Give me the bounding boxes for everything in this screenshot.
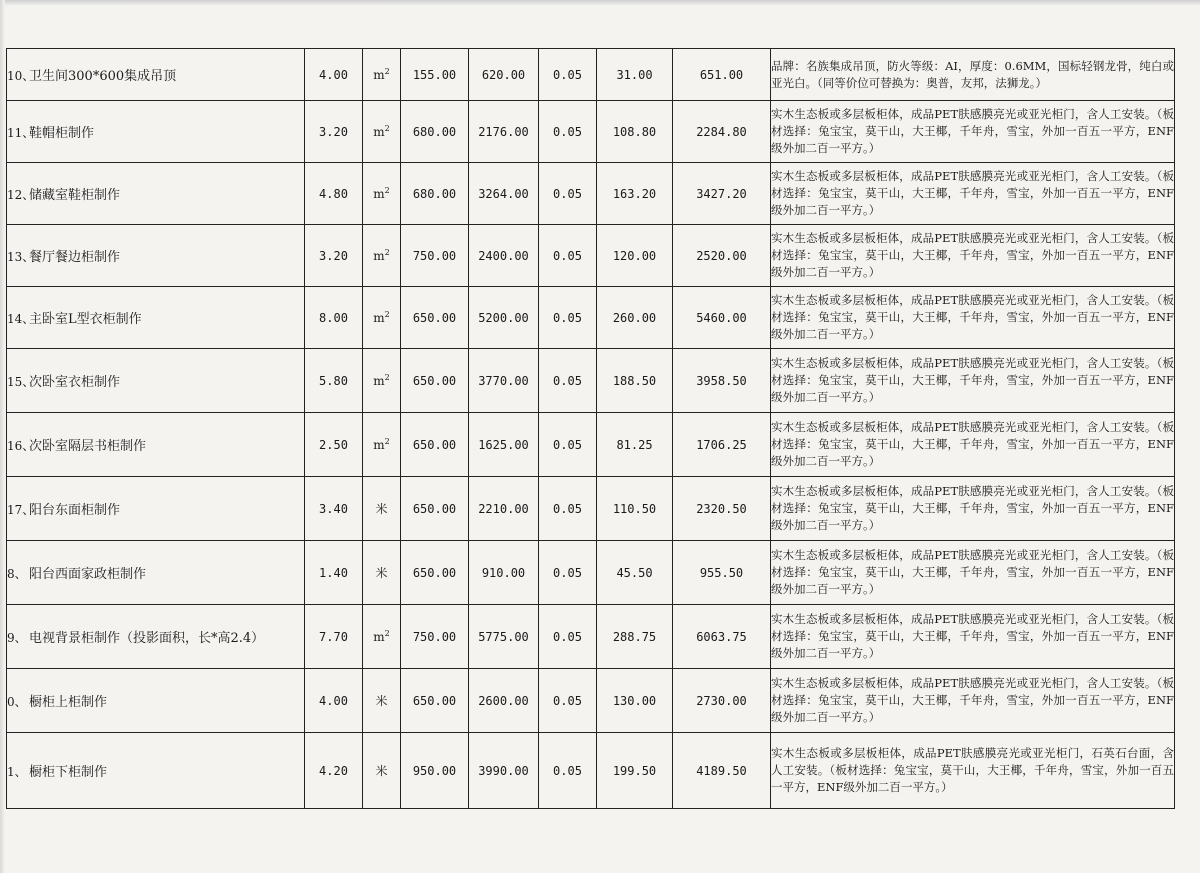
unit-superscript: 2 xyxy=(384,186,390,195)
table-row xyxy=(7,541,1175,605)
item-name: 次卧室衣柜制作 xyxy=(29,375,121,390)
item-name: 阳台东面柜制作 xyxy=(29,503,121,518)
fee-cell: 163.20 xyxy=(597,163,673,225)
item-name-cell xyxy=(7,733,305,809)
unit-text: m xyxy=(373,311,385,325)
item-name-cell xyxy=(7,413,305,477)
description-cell: 实木生态板或多层板柜体，成品PET肤感膜亮光或亚光柜门，含人工安装。（板材选择：兔宝宝，莫干山，大王椰，千年舟，雪宝，外加一百五一平方，ENF级外加二百一平方。） xyxy=(771,287,1175,349)
rate-cell: 0.05 xyxy=(539,163,597,225)
quote-table-body xyxy=(7,49,1175,809)
amount-cell: 2210.00 xyxy=(469,477,539,541)
item-name: 鞋帽柜制作 xyxy=(29,126,95,141)
description-cell: 实木生态板或多层板柜体，成品PET肤感膜亮光或亚光柜门，含人工安装。（板材选择：兔宝宝，莫干山，大王椰，千年舟，雪宝，外加一百五一平方，ENF级外加二百一平方。） xyxy=(771,163,1175,225)
rate-cell: 0.05 xyxy=(539,477,597,541)
quantity-cell: 2.50 xyxy=(305,413,363,477)
quantity-cell: 8.00 xyxy=(305,287,363,349)
fee-cell: 45.50 xyxy=(597,541,673,605)
description-cell: 实木生态板或多层板柜体，成品PET肤感膜亮光或亚光柜门，含人工安装。（板材选择：兔宝宝，莫干山，大王椰，千年舟，雪宝，外加一百五一平方，ENF级外加二百一平方。） xyxy=(771,477,1175,541)
fee-cell: 120.00 xyxy=(597,225,673,287)
rate-cell: 0.05 xyxy=(539,101,597,163)
unit-text: 米 xyxy=(375,694,388,708)
unit-cell xyxy=(363,477,401,541)
item-index: 10、 xyxy=(7,69,35,83)
amount-cell: 620.00 xyxy=(469,49,539,101)
description-cell: 实木生态板或多层板柜体，成品PET肤感膜亮光或亚光柜门，含人工安装。（板材选择：兔宝宝，莫干山，大王椰，千年舟，雪宝，外加一百五一平方，ENF级外加二百一平方。） xyxy=(771,101,1175,163)
unit-superscript: 2 xyxy=(384,67,390,76)
unit-cell xyxy=(363,49,401,101)
item-name: 主卧室L型衣柜制作 xyxy=(29,312,142,327)
item-name-cell xyxy=(7,101,305,163)
item-name-cell xyxy=(7,541,305,605)
unit-price-cell: 650.00 xyxy=(401,413,469,477)
quantity-cell: 4.00 xyxy=(305,49,363,101)
quantity-cell: 4.20 xyxy=(305,733,363,809)
unit-cell xyxy=(363,669,401,733)
table-row xyxy=(7,163,1175,225)
fee-cell: 188.50 xyxy=(597,349,673,413)
rate-cell: 0.05 xyxy=(539,413,597,477)
total-cell: 651.00 xyxy=(673,49,771,101)
unit-superscript: 2 xyxy=(384,437,390,446)
unit-price-cell: 650.00 xyxy=(401,349,469,413)
total-cell: 2320.50 xyxy=(673,477,771,541)
unit-text: m xyxy=(373,187,385,201)
rate-cell: 0.05 xyxy=(539,669,597,733)
item-index: 1、 xyxy=(7,765,27,779)
rate-cell: 0.05 xyxy=(539,605,597,669)
rate-cell: 0.05 xyxy=(539,733,597,809)
item-name: 储藏室鞋柜制作 xyxy=(29,188,121,203)
unit-cell xyxy=(363,605,401,669)
unit-price-cell: 650.00 xyxy=(401,669,469,733)
table-row xyxy=(7,477,1175,541)
item-index: 16、 xyxy=(7,439,35,453)
unit-text: m xyxy=(373,125,385,139)
unit-text: 米 xyxy=(375,502,388,516)
unit-superscript: 2 xyxy=(384,629,390,638)
unit-superscript: 2 xyxy=(384,310,390,319)
unit-text: 米 xyxy=(375,764,388,778)
unit-text: m xyxy=(373,374,385,388)
description-cell: 实木生态板或多层板柜体，成品PET肤感膜亮光或亚光柜门，含人工安装。（板材选择：兔宝宝，莫干山，大王椰，千年舟，雪宝，外加一百五一平方，ENF级外加二百一平方。） xyxy=(771,225,1175,287)
quantity-cell: 4.00 xyxy=(305,669,363,733)
total-cell: 955.50 xyxy=(673,541,771,605)
rate-cell: 0.05 xyxy=(539,349,597,413)
table-row xyxy=(7,605,1175,669)
total-cell: 6063.75 xyxy=(673,605,771,669)
description-cell: 实木生态板或多层板柜体，成品PET肤感膜亮光或亚光柜门，含人工安装。（板材选择：兔宝宝，莫干山，大王椰，千年舟，雪宝，外加一百五一平方，ENF级外加二百一平方。） xyxy=(771,541,1175,605)
description-cell: 实木生态板或多层板柜体，成品PET肤感膜亮光或亚光柜门，含人工安装。（板材选择：兔宝宝，莫干山，大王椰，千年舟，雪宝，外加一百五一平方，ENF级外加二百一平方。） xyxy=(771,413,1175,477)
item-index: 13、 xyxy=(7,250,35,264)
item-index: 8、 xyxy=(7,567,27,581)
description-cell: 实木生态板或多层板柜体，成品PET肤感膜亮光或亚光柜门，含人工安装。（板材选择：兔宝宝，莫干山，大王椰，千年舟，雪宝，外加一百五一平方，ENF级外加二百一平方。） xyxy=(771,669,1175,733)
unit-cell xyxy=(363,163,401,225)
item-index: 12、 xyxy=(7,188,35,202)
description-cell: 品牌：名族集成吊顶，防火等级：AI，厚度：0.6MM，国标轻钢龙骨，纯白或亚光白。（同等价位可替换为：奥普，友邦，法狮龙。） xyxy=(771,49,1175,101)
unit-cell xyxy=(363,101,401,163)
unit-cell xyxy=(363,733,401,809)
item-name: 电视背景柜制作（投影面积，长*高2.4） xyxy=(29,631,265,646)
unit-cell xyxy=(363,349,401,413)
table-row xyxy=(7,733,1175,809)
rate-cell: 0.05 xyxy=(539,49,597,101)
item-index: 15、 xyxy=(7,375,35,389)
unit-price-cell: 650.00 xyxy=(401,477,469,541)
fee-cell: 288.75 xyxy=(597,605,673,669)
total-cell: 2730.00 xyxy=(673,669,771,733)
quantity-cell: 3.20 xyxy=(305,225,363,287)
amount-cell: 2400.00 xyxy=(469,225,539,287)
total-cell: 2520.00 xyxy=(673,225,771,287)
amount-cell: 910.00 xyxy=(469,541,539,605)
amount-cell: 5200.00 xyxy=(469,287,539,349)
item-name: 次卧室隔层书柜制作 xyxy=(29,439,147,454)
total-cell: 1706.25 xyxy=(673,413,771,477)
item-name: 橱柜上柜制作 xyxy=(29,695,108,710)
item-name-cell xyxy=(7,49,305,101)
amount-cell: 3990.00 xyxy=(469,733,539,809)
fee-cell: 110.50 xyxy=(597,477,673,541)
quantity-cell: 7.70 xyxy=(305,605,363,669)
fee-cell: 108.80 xyxy=(597,101,673,163)
unit-superscript: 2 xyxy=(384,248,390,257)
quantity-cell: 3.40 xyxy=(305,477,363,541)
table-row xyxy=(7,413,1175,477)
item-index: 0、 xyxy=(7,695,27,709)
item-index: 14、 xyxy=(7,312,35,326)
total-cell: 5460.00 xyxy=(673,287,771,349)
item-name-cell xyxy=(7,163,305,225)
item-name-cell xyxy=(7,225,305,287)
fee-cell: 31.00 xyxy=(597,49,673,101)
unit-text: m xyxy=(373,249,385,263)
unit-price-cell: 650.00 xyxy=(401,287,469,349)
unit-text: 米 xyxy=(375,566,388,580)
table-row xyxy=(7,49,1175,101)
unit-cell xyxy=(363,225,401,287)
item-index: 17、 xyxy=(7,503,35,517)
quantity-cell: 4.80 xyxy=(305,163,363,225)
total-cell: 3958.50 xyxy=(673,349,771,413)
rate-cell: 0.05 xyxy=(539,287,597,349)
unit-price-cell: 680.00 xyxy=(401,101,469,163)
page-edge-top xyxy=(0,0,1200,6)
item-name-cell xyxy=(7,287,305,349)
unit-text: m xyxy=(373,630,385,644)
total-cell: 2284.80 xyxy=(673,101,771,163)
quantity-cell: 1.40 xyxy=(305,541,363,605)
amount-cell: 2600.00 xyxy=(469,669,539,733)
total-cell: 4189.50 xyxy=(673,733,771,809)
item-name-cell xyxy=(7,605,305,669)
total-cell: 3427.20 xyxy=(673,163,771,225)
unit-cell xyxy=(363,287,401,349)
amount-cell: 1625.00 xyxy=(469,413,539,477)
item-name-cell xyxy=(7,349,305,413)
amount-cell: 2176.00 xyxy=(469,101,539,163)
amount-cell: 5775.00 xyxy=(469,605,539,669)
item-index: 11、 xyxy=(7,126,35,140)
item-name: 橱柜下柜制作 xyxy=(29,765,108,780)
unit-superscript: 2 xyxy=(384,124,390,133)
description-cell: 实木生态板或多层板柜体，成品PET肤感膜亮光或亚光柜门，石英石台面，含人工安装。（板材选择：兔宝宝，莫干山，大王椰，千年舟，雪宝，外加一百五一平方，ENF级外加二百一平方。） xyxy=(771,733,1175,809)
amount-cell: 3770.00 xyxy=(469,349,539,413)
fee-cell: 130.00 xyxy=(597,669,673,733)
description-cell: 实木生态板或多层板柜体，成品PET肤感膜亮光或亚光柜门，含人工安装。（板材选择：兔宝宝，莫干山，大王椰，千年舟，雪宝，外加一百五一平方，ENF级外加二百一平方。） xyxy=(771,349,1175,413)
page-edge-left xyxy=(0,0,5,873)
unit-cell xyxy=(363,413,401,477)
unit-text: m xyxy=(373,438,385,452)
amount-cell: 3264.00 xyxy=(469,163,539,225)
table-row xyxy=(7,101,1175,163)
table-row xyxy=(7,349,1175,413)
unit-price-cell: 155.00 xyxy=(401,49,469,101)
unit-cell xyxy=(363,541,401,605)
rate-cell: 0.05 xyxy=(539,541,597,605)
item-name: 餐厅餐边柜制作 xyxy=(29,250,121,265)
unit-price-cell: 680.00 xyxy=(401,163,469,225)
item-name: 阳台西面家政柜制作 xyxy=(29,567,147,582)
table-row xyxy=(7,287,1175,349)
item-index: 9、 xyxy=(7,631,27,645)
rate-cell: 0.05 xyxy=(539,225,597,287)
item-name-cell xyxy=(7,477,305,541)
quantity-cell: 5.80 xyxy=(305,349,363,413)
fee-cell: 260.00 xyxy=(597,287,673,349)
quantity-cell: 3.20 xyxy=(305,101,363,163)
unit-price-cell: 750.00 xyxy=(401,605,469,669)
table-row xyxy=(7,225,1175,287)
description-cell: 实木生态板或多层板柜体，成品PET肤感膜亮光或亚光柜门，含人工安装。（板材选择：兔宝宝，莫干山，大王椰，千年舟，雪宝，外加一百五一平方，ENF级外加二百一平方。） xyxy=(771,605,1175,669)
fee-cell: 199.50 xyxy=(597,733,673,809)
quote-table xyxy=(6,48,1175,809)
unit-price-cell: 650.00 xyxy=(401,541,469,605)
unit-price-cell: 950.00 xyxy=(401,733,469,809)
fee-cell: 81.25 xyxy=(597,413,673,477)
unit-superscript: 2 xyxy=(384,373,390,382)
item-name: 卫生间300*600集成吊顶 xyxy=(29,69,177,84)
unit-text: m xyxy=(373,68,385,82)
unit-price-cell: 750.00 xyxy=(401,225,469,287)
item-name-cell xyxy=(7,669,305,733)
table-row xyxy=(7,669,1175,733)
